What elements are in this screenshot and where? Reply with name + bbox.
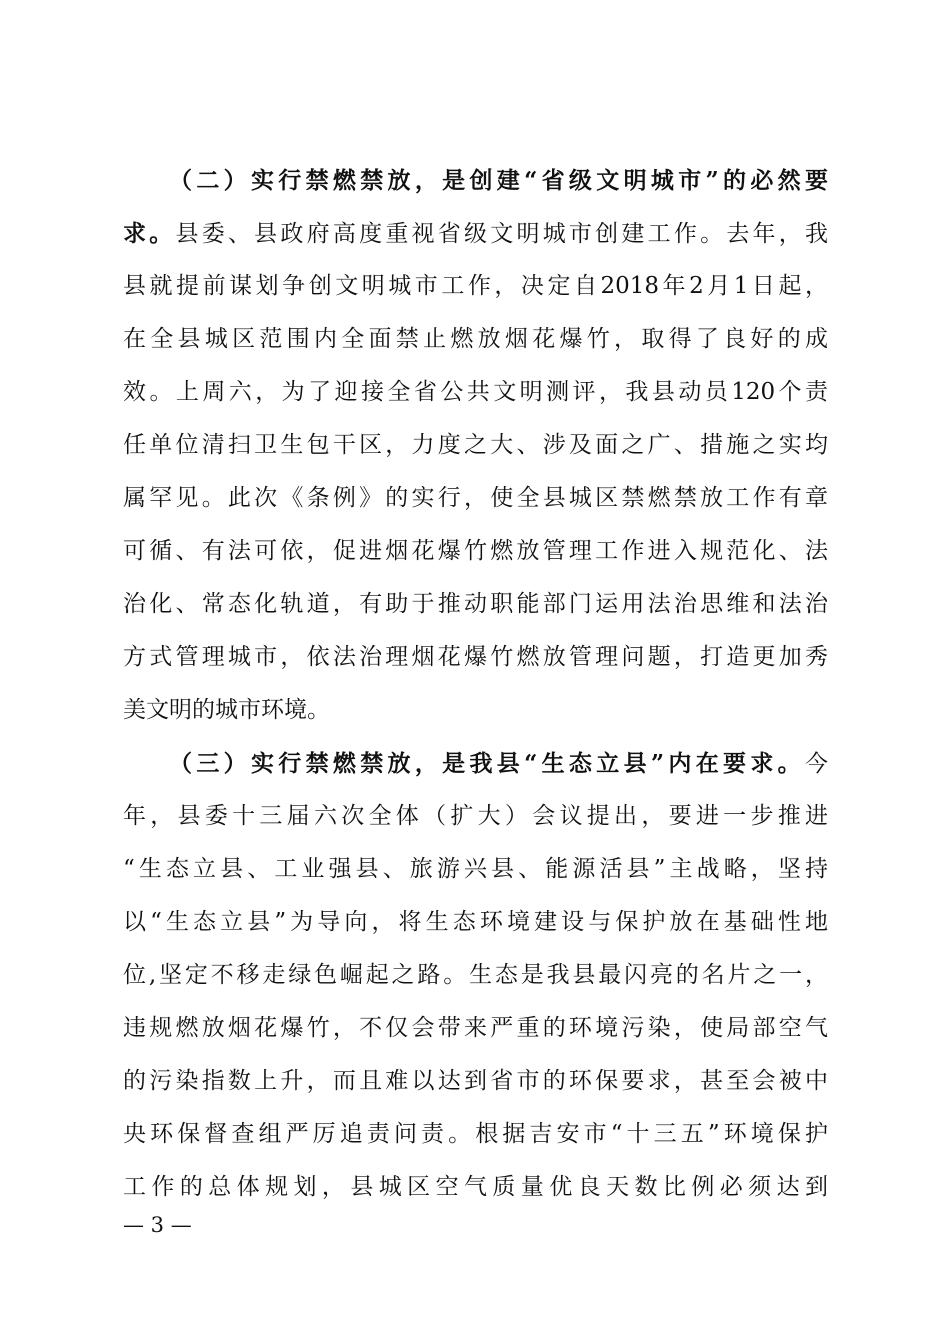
section-3-line-9: 工作的总体规划，县城区空气质量优良天数比例必须达到 xyxy=(123,1174,828,1200)
section-3-line-5: 位,坚定不移走绿色崛起之路。生态是我县最闪亮的名片之一， xyxy=(123,962,828,988)
section-2-line-5: 效。上周六，为了迎接全省公共文明测评，我县动员120个责 xyxy=(123,379,828,405)
section-2-heading-line: （二）实行禁燃禁放，是创建“省级文明城市”的必然要 xyxy=(169,167,828,194)
section-3-line-6: 违规燃放烟花爆竹，不仅会带来严重的环境污染，使局部空气 xyxy=(123,1015,828,1041)
section-3-line-1 xyxy=(123,737,828,790)
section-3-line-1-text: 今 xyxy=(805,751,828,777)
section-2-heading-end: 求。 xyxy=(123,220,176,247)
section-2-line-2-text: 县委、县政府高度重视省级文明城市创建工作。去年，我 xyxy=(175,221,828,247)
section-2-line-11: 美文明的城市环境。 xyxy=(123,697,330,723)
section-2-line-6: 任单位清扫卫生包干区，力度之大、涉及面之广、措施之实均 xyxy=(123,432,828,458)
page-number: — 3 — xyxy=(123,1213,192,1237)
section-2-line-8: 可循、有法可依，促进烟花爆竹燃放管理工作进入规范化、法 xyxy=(123,538,828,564)
section-2-line-3: 县就提前谋划争创文明城市工作，决定自2018年2月1日起， xyxy=(123,273,828,299)
section-3-line-8: 央环保督查组严厉追责问责。根据吉安市“十三五”环境保护 xyxy=(123,1121,828,1147)
section-2-line-4: 在全县城区范围内全面禁止燃放烟花爆竹，取得了良好的成 xyxy=(123,326,828,352)
section-2-line-9: 治化、常态化轨道，有助于推动职能部门运用法治思维和法治 xyxy=(123,591,828,617)
section-3-paragraph xyxy=(123,737,828,1214)
section-3-line-4: 以“生态立县”为导向，将生态环境建设与保护放在基础性地 xyxy=(123,909,828,935)
section-3-heading: （三）实行禁燃禁放，是我县“生态立县”内在要求。 xyxy=(169,750,805,777)
section-2-line-10: 方式管理城市，依法治理烟花爆竹燃放管理问题，打造更加秀 xyxy=(123,644,828,670)
section-3-line-2: 年，县委十三届六次全体（扩大）会议提出，要进一步推进 xyxy=(123,803,828,829)
section-2-paragraph xyxy=(123,154,828,737)
section-2-line-2 xyxy=(123,207,828,260)
section-3-line-7: 的污染指数上升，而且难以达到省市的环保要求，甚至会被中 xyxy=(123,1068,828,1094)
section-3-line-3: “生态立县、工业强县、旅游兴县、能源活县”主战略，坚持 xyxy=(123,856,828,882)
section-2-line-7: 属罕见。此次《条例》的实行，使全县城区禁燃禁放工作有章 xyxy=(123,485,828,511)
